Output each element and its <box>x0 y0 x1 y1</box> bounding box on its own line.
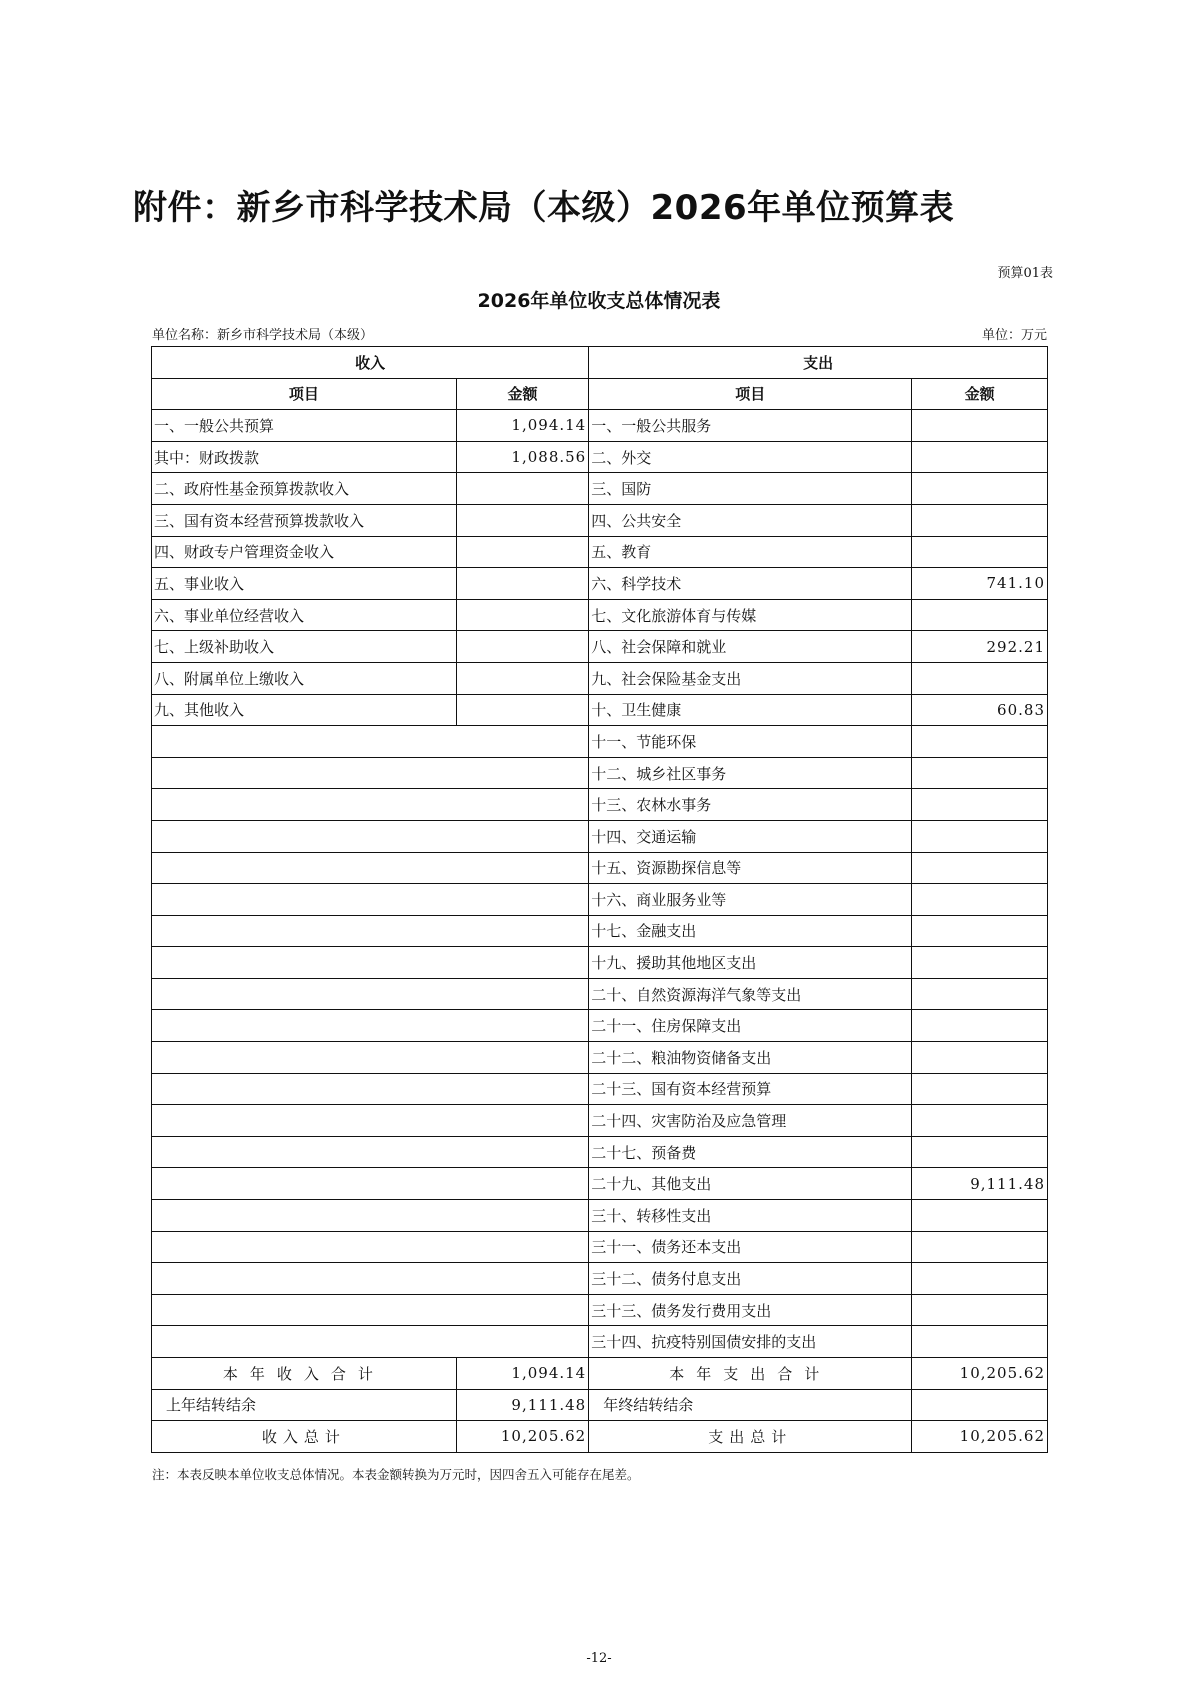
expense-amount: 741.10 <box>912 568 1048 600</box>
expense-item: 二十七、预备费 <box>589 1136 912 1168</box>
income-item: 一、一般公共预算 <box>152 410 457 442</box>
expense-item: 三十、转移性支出 <box>589 1200 912 1232</box>
expense-item: 十、卫生健康 <box>589 694 912 726</box>
expense-item: 四、公共安全 <box>589 504 912 536</box>
income-empty-cell <box>152 1326 589 1358</box>
table-row <box>152 757 1048 789</box>
income-header: 收入 <box>152 347 589 379</box>
expense-amount <box>912 1042 1048 1074</box>
expense-item: 八、社会保障和就业 <box>589 631 912 663</box>
expense-item-col-header: 项目 <box>589 378 912 410</box>
expense-item: 三十四、抗疫特别国债安排的支出 <box>589 1326 912 1358</box>
income-empty-cell <box>152 1168 589 1200</box>
expense-amount <box>912 1136 1048 1168</box>
table-row <box>152 504 1048 536</box>
income-empty-cell <box>152 852 589 884</box>
expense-amount <box>912 1294 1048 1326</box>
expense-item: 三十二、债务付息支出 <box>589 1263 912 1295</box>
table-row <box>152 978 1048 1010</box>
table-row <box>152 820 1048 852</box>
income-amount <box>456 473 588 505</box>
expense-header: 支出 <box>589 347 1048 379</box>
table-row <box>152 915 1048 947</box>
income-empty-cell <box>152 726 589 758</box>
expense-grand-total-value: 10,205.62 <box>912 1421 1048 1453</box>
table-row <box>152 1200 1048 1232</box>
income-empty-cell <box>152 1105 589 1137</box>
expense-item: 十二、城乡社区事务 <box>589 757 912 789</box>
expense-item: 九、社会保险基金支出 <box>589 662 912 694</box>
income-empty-cell <box>152 915 589 947</box>
income-empty-cell <box>152 978 589 1010</box>
expense-amount <box>912 726 1048 758</box>
year-expense-total-value: 10,205.62 <box>912 1358 1048 1390</box>
income-empty-cell <box>152 1136 589 1168</box>
income-grand-total-label: 收入总计 <box>152 1421 457 1453</box>
income-item: 七、上级补助收入 <box>152 631 457 663</box>
expense-item: 二十、自然资源海洋气象等支出 <box>589 978 912 1010</box>
end-balance-value <box>912 1389 1048 1421</box>
expense-item: 六、科学技术 <box>589 568 912 600</box>
expense-item: 二十九、其他支出 <box>589 1168 912 1200</box>
table-row <box>152 884 1048 916</box>
expense-item: 二十三、国有资本经营预算 <box>589 1073 912 1105</box>
unit-name: 单位名称：新乡市科学技术局（本级） <box>152 328 374 343</box>
income-item: 二、政府性基金预算拨款收入 <box>152 473 457 505</box>
income-item-col-header: 项目 <box>152 378 457 410</box>
income-empty-cell <box>152 1231 589 1263</box>
income-amount <box>456 631 588 663</box>
table-row <box>152 536 1048 568</box>
income-amount <box>456 536 588 568</box>
income-amount <box>456 504 588 536</box>
income-empty-cell <box>152 947 589 979</box>
table-row <box>152 1073 1048 1105</box>
expense-amount <box>912 757 1048 789</box>
expense-amount <box>912 410 1048 442</box>
table-row <box>152 568 1048 600</box>
table-row <box>152 1105 1048 1137</box>
column-header-row <box>152 378 1048 410</box>
income-item: 三、国有资本经营预算拨款收入 <box>152 504 457 536</box>
expense-item: 二十四、灾害防治及应急管理 <box>589 1105 912 1137</box>
expense-amount <box>912 852 1048 884</box>
table-row <box>152 1136 1048 1168</box>
expense-amount: 9,111.48 <box>912 1168 1048 1200</box>
year-income-total-value: 1,094.14 <box>456 1358 588 1390</box>
table-row <box>152 1010 1048 1042</box>
expense-item: 三十一、债务还本支出 <box>589 1231 912 1263</box>
table-row <box>152 473 1048 505</box>
year-income-total-label: 本年收入合计 <box>152 1358 457 1390</box>
income-item: 八、附属单位上缴收入 <box>152 662 457 694</box>
expense-item: 十五、资源勘探信息等 <box>589 852 912 884</box>
expense-amount <box>912 473 1048 505</box>
expense-item: 五、教育 <box>589 536 912 568</box>
section-header-row <box>152 347 1048 379</box>
expense-amount <box>912 1010 1048 1042</box>
income-amount-col-header: 金额 <box>456 378 588 410</box>
expense-amount <box>912 1073 1048 1105</box>
prev-balance-label: 上年结转结余 <box>152 1389 457 1421</box>
income-grand-total-value: 10,205.62 <box>456 1421 588 1453</box>
income-amount <box>456 694 588 726</box>
grand-total-row <box>152 1421 1048 1453</box>
expense-item: 二十二、粮油物资储备支出 <box>589 1042 912 1074</box>
expense-item: 三、国防 <box>589 473 912 505</box>
expense-amount <box>912 884 1048 916</box>
expense-amount <box>912 441 1048 473</box>
table-row <box>152 1263 1048 1295</box>
expense-item: 三十三、债务发行费用支出 <box>589 1294 912 1326</box>
expense-item: 十六、商业服务业等 <box>589 884 912 916</box>
expense-item: 十一、节能环保 <box>589 726 912 758</box>
table-row <box>152 1042 1048 1074</box>
expense-amount <box>912 789 1048 821</box>
page-number: -12- <box>586 1651 612 1666</box>
expense-amount <box>912 662 1048 694</box>
income-empty-cell <box>152 1073 589 1105</box>
expense-amount <box>912 915 1048 947</box>
expense-item: 二十一、住房保障支出 <box>589 1010 912 1042</box>
end-balance-label: 年终结转结余 <box>589 1389 912 1421</box>
income-item: 九、其他收入 <box>152 694 457 726</box>
expense-amount <box>912 1105 1048 1137</box>
income-empty-cell <box>152 789 589 821</box>
expense-item: 一、一般公共服务 <box>589 410 912 442</box>
expense-amount: 292.21 <box>912 631 1048 663</box>
expense-amount <box>912 1200 1048 1232</box>
table-note: 注：本表反映本单位收支总体情况。本表金额转换为万元时，因四舍五入可能存在尾差。 <box>152 1467 640 1482</box>
income-amount <box>456 599 588 631</box>
expense-item: 七、文化旅游体育与传媒 <box>589 599 912 631</box>
income-item: 五、事业收入 <box>152 568 457 600</box>
table-title: 2026年单位收支总体情况表 <box>477 290 721 312</box>
income-empty-cell <box>152 1200 589 1232</box>
form-code: 预算01表 <box>997 266 1053 281</box>
table-row <box>152 1326 1048 1358</box>
expense-item: 二、外交 <box>589 441 912 473</box>
income-empty-cell <box>152 884 589 916</box>
table-row <box>152 441 1048 473</box>
year-expense-total-label: 本年支出合计 <box>589 1358 912 1390</box>
table-row <box>152 694 1048 726</box>
expense-amount-col-header: 金额 <box>912 378 1048 410</box>
expense-item: 十七、金融支出 <box>589 915 912 947</box>
expense-amount <box>912 599 1048 631</box>
income-empty-cell <box>152 1010 589 1042</box>
budget-table <box>151 346 1048 1453</box>
year-total-row <box>152 1358 1048 1390</box>
table-row <box>152 1168 1048 1200</box>
expense-amount <box>912 536 1048 568</box>
expense-amount <box>912 1231 1048 1263</box>
expense-amount <box>912 504 1048 536</box>
income-empty-cell <box>152 820 589 852</box>
income-item: 其中：财政拨款 <box>152 441 457 473</box>
expense-amount <box>912 1263 1048 1295</box>
income-amount <box>456 568 588 600</box>
income-item: 六、事业单位经营收入 <box>152 599 457 631</box>
expense-item: 十三、农林水事务 <box>589 789 912 821</box>
income-item: 四、财政专户管理资金收入 <box>152 536 457 568</box>
expense-amount <box>912 978 1048 1010</box>
table-row <box>152 1294 1048 1326</box>
income-empty-cell <box>152 1263 589 1295</box>
expense-item: 十九、援助其他地区支出 <box>589 947 912 979</box>
income-empty-cell <box>152 757 589 789</box>
table-row <box>152 852 1048 884</box>
income-empty-cell <box>152 1042 589 1074</box>
expense-grand-total-label: 支出总计 <box>589 1421 912 1453</box>
table-row <box>152 947 1048 979</box>
prev-balance-value: 9,111.48 <box>456 1389 588 1421</box>
unit-label: 单位：万元 <box>981 328 1047 343</box>
income-empty-cell <box>152 1294 589 1326</box>
table-row <box>152 1231 1048 1263</box>
income-amount: 1,094.14 <box>456 410 588 442</box>
table-row <box>152 599 1048 631</box>
balance-row <box>152 1389 1048 1421</box>
expense-amount <box>912 820 1048 852</box>
table-row <box>152 789 1048 821</box>
income-amount: 1,088.56 <box>456 441 588 473</box>
expense-item: 十四、交通运输 <box>589 820 912 852</box>
expense-amount: 60.83 <box>912 694 1048 726</box>
expense-amount <box>912 1326 1048 1358</box>
table-row <box>152 726 1048 758</box>
table-row <box>152 662 1048 694</box>
expense-amount <box>912 947 1048 979</box>
table-row <box>152 410 1048 442</box>
document-title: 附件：新乡市科学技术局（本级）2026年单位预算表 <box>133 188 955 228</box>
income-amount <box>456 662 588 694</box>
table-row <box>152 631 1048 663</box>
